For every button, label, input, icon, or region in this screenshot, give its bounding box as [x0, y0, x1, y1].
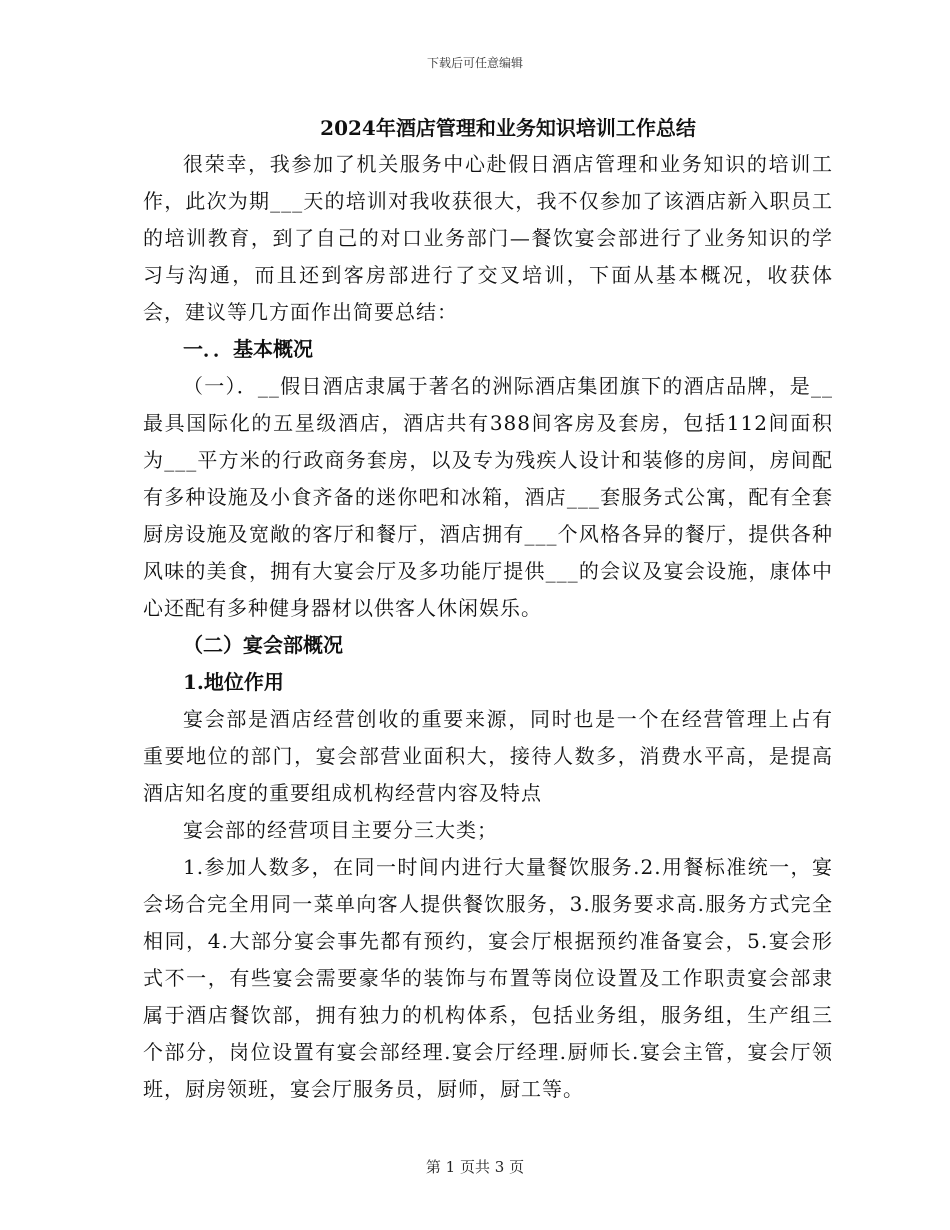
items-paragraph: 1.参加人数多，在同一时间内进行大量餐饮服务.2.用餐标准统一，宴会场合完全用同一菜单向客人提供餐饮服务，3.服务要求高.服务方式完全相同，4.大部分宴会事先都有预约，宴会厅根据预约准备宴会，5.宴会形式不一，有些宴会需要豪华的装饰与布置等岗位设置及工作职责宴会部隶属于酒店餐饮部，拥有独力的机构体系，包括业务组，服务组，生产组三个部分，岗位设置有宴会部经理.宴会厅经理.厨师长.宴会主管，宴会厅领班，厨房领班，宴会厅服务员，厨师，厨工等。 — [143, 855, 833, 1101]
page-footer: 第 1 页共 3 页 — [425, 1158, 525, 1176]
header-note: 下载后可任意编辑 — [426, 56, 523, 70]
section-heading-banquet-overview: （二）宴会部概况 — [183, 633, 343, 657]
hotel-overview-paragraph: （一）．__假日酒店隶属于著名的洲际酒店集团旗下的酒店品牌，是__最具国际化的五星级酒店，酒店共有388间客房及套房，包括112间面积为___平方米的行政商务套房，以及专为残疾人设计和装修的房间，房间配有多种设施及小食齐备的迷你吧和冰箱，酒店___套服务式公寓，配有全套厨房设施及宽敞的客厅和餐厅，酒店拥有___个风格各异的餐厅，提供各种风味的美食，拥有大宴会厅及多功能厅提供___的会议及宴会设施，康体中心还配有多种健身器材以供客人休闲娱乐。 — [143, 374, 833, 620]
subsection-heading-role: 1.地位作用 — [183, 670, 284, 694]
section-heading-basic-overview: 一．．基本概况 — [183, 337, 313, 361]
intro-paragraph: 很荣幸，我参加了机关服务中心赴假日酒店管理和业务知识的培训工作，此次为期___天的培训对我收获很大，我不仅参加了该酒店新入职员工的培训教育，到了自己的对口业务部门—餐饮宴会部进行了业务知识的学习与沟通，而且还到客房部进行了交叉培训，下面从基本概况，收获体会，建议等几方面作出简要总结： — [143, 152, 833, 324]
items-intro-paragraph: 宴会部的经营项目主要分三大类； — [183, 818, 498, 842]
document-title: 2024年酒店管理和业务知识培训工作总结 — [320, 116, 696, 140]
document-body — [143, 112, 833, 1108]
role-paragraph: 宴会部是酒店经营创收的重要来源，同时也是一个在经营管理上占有重要地位的部门，宴会部营业面积大，接待人数多，消费水平高，是提高酒店知名度的重要组成机构经营内容及特点 — [143, 707, 833, 805]
